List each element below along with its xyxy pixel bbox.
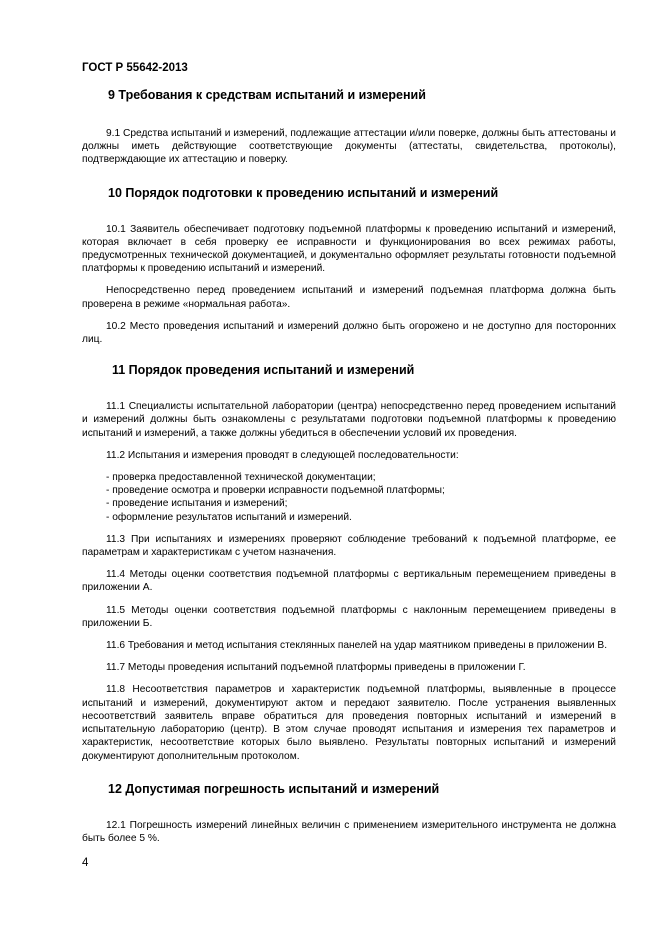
section-12-heading: 12 Допустимая погрешность испытаний и измерений [108, 781, 440, 796]
section-9-heading: 9 Требования к средствам испытаний и измерений [108, 88, 426, 102]
paragraph-10-2: 10.2 Место проведения испытаний и измерений должно быть огорожено и не доступно для посторонних лиц. [82, 320, 616, 346]
list-item: - проведение осмотра и проверки исправности подъемной платформы; [106, 485, 445, 497]
section-11-heading: 11 Порядок проведения испытаний и измерений [112, 363, 415, 378]
document-code: ГОСТ Р 55642-2013 [82, 62, 188, 74]
paragraph-11-8: 11.8 Несоответствия параметров и характеристик подъемной платформы, выявленные в процессе испытаний и измерений, документируют актом и передают заявителю. После устранения выявленных несоответствий заявитель вправе обратиться для проведения повторных испытаний и измерений в испытательную лабораторию (центр). В этом случае проводят испытания и измерения тех параметров и характеристик, несоответствие которых было выявлено. Результаты повторных испытаний и измерений документируют дополнительным протоколом. [82, 684, 616, 762]
paragraph-11-6: 11.6 Требования и метод испытания стеклянных панелей на удар маятником приведены в приложении В. [106, 640, 608, 652]
paragraph-11-1: 11.1 Специалисты испытательной лаборатории (центра) непосредственно перед проведением испытаний и измерений должны быть ознакомлены с результатами подготовки подъемной платформы к проведению испытаний и измерений, а также должны убедиться в обеспечении условий их проведения. [82, 401, 616, 439]
sequence-list [82, 471, 616, 524]
page-content [82, 84, 616, 845]
list-item: - оформление результатов испытаний и измерений. [106, 511, 352, 523]
page-number: 4 [82, 857, 89, 869]
paragraph-11-7: 11.7 Методы проведения испытаний подъемной платформы приведены в приложении Г. [106, 662, 526, 674]
list-item: - проведение испытания и измерений; [106, 498, 288, 510]
list-item: - проверка предоставленной технической документации; [106, 472, 376, 484]
paragraph-10-1: 10.1 Заявитель обеспечивает подготовку подъемной платформы к проведению испытаний и измерений, которая включает в себя проверку ее исправности и функционирования во всех режимах работы, предусмотренных технической документацией, и документально оформляет результаты готовности подъемной платформы к проведению испытаний и измерений. [82, 223, 616, 275]
paragraph-9-1: 9.1 Средства испытаний и измерений, подлежащие аттестации и/или поверке, должны быть аттестованы и должны иметь действующие соответствующие документы (аттестаты, свидетельства, протоколы), подтверждающие их аттестацию и поверку. [82, 128, 616, 166]
section-10-heading: 10 Порядок подготовки к проведению испытаний и измерений [108, 185, 499, 200]
paragraph-11-5: 11.5 Методы оценки соответствия подъемной платформы с наклонным перемещением приведены в приложении Б. [82, 604, 616, 629]
paragraph-10-1b: Непосредственно перед проведением испытаний и измерений подъемная платформа должна быть проверена в режиме «нормальная работа». [82, 285, 616, 310]
paragraph-12-1: 12.1 Погрешность измерений линейных величин с применением измерительного инструмента не должна быть более 5 %. [82, 819, 616, 844]
paragraph-11-3: 11.3 При испытаниях и измерениях проверяют соблюдение требований к подъемной платформе, ее параметрам и характеристикам с учетом назначения. [82, 533, 616, 559]
paragraph-11-4: 11.4 Методы оценки соответствия подъемной платформы с вертикальным перемещением приведены в приложении А. [82, 569, 616, 594]
paragraph-11-2: 11.2 Испытания и измерения проводят в следующей последовательности: [106, 449, 459, 461]
